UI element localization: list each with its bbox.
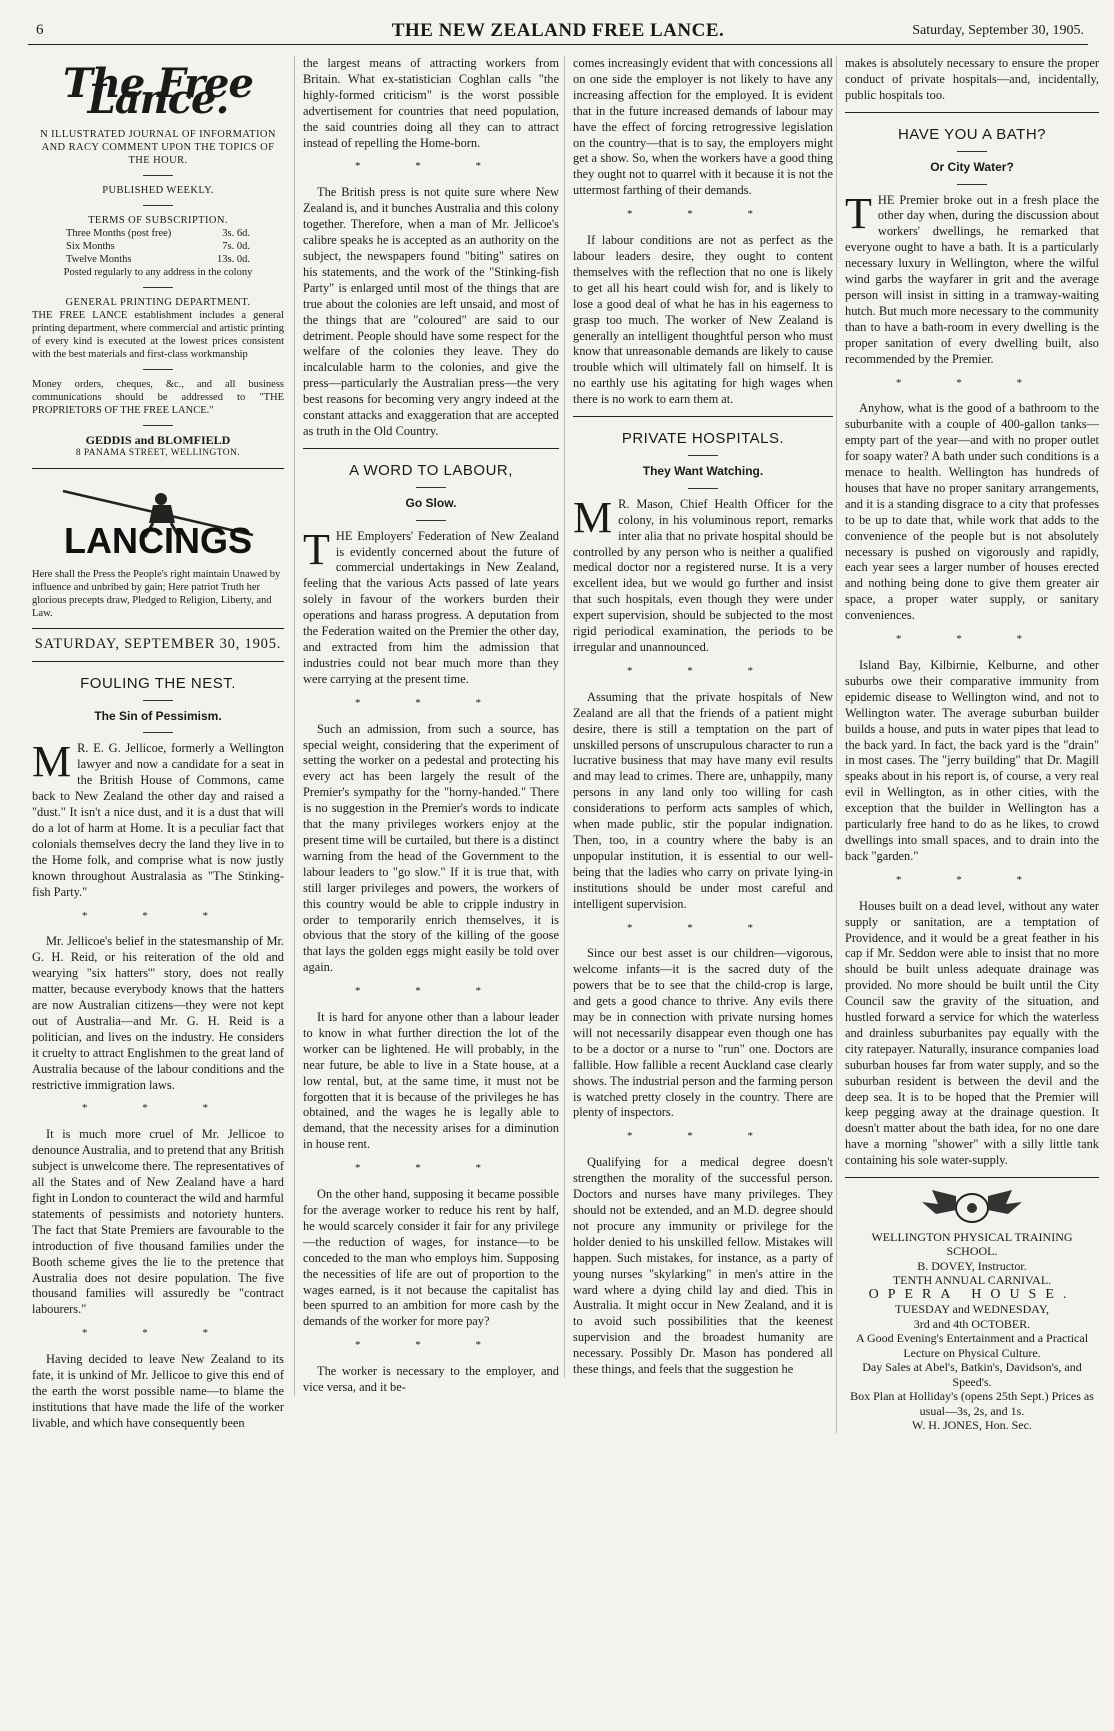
divider: [957, 184, 987, 185]
section-stars: * * *: [627, 664, 779, 677]
column-4: [836, 56, 1099, 1433]
issue-date-banner: SATURDAY, SEPTEMBER 30, 1905.: [34, 635, 282, 652]
printing-text: THE FREE LANCE establishment includes a general printing department, where commercial and artistic printing of every kind is executed at the lowest prices consistent with the best materials and first-class workmanship: [32, 309, 284, 360]
drop-cap: M: [573, 492, 613, 542]
paragraph: Assuming that the private hospitals of New Zealand are all that the friends of a patient might desire, there is still a temptation on the part of unskilled persons of unscrupulous character to run a lucrative business that may have many evil results and may lead to crimes. There are, unhappily, many persons in any land only too willing for cash considerations to perform acts samples of which, when made public, stir the popular indignation. Then, too, in a country where the baby is an unpopular institution, it is essential to our well-being that the ladies who carry on private lying-in institutions should be under most careful and intelligent supervision.: [573, 689, 833, 911]
paragraph: Qualifying for a medical degree doesn't strengthen the morality of the successful person. Doctors and nurses have many privileges. They should not be extended, and an M.D. degree should not procure any immunity or privilege for the holder denied to his unskilled fellow. Mistakes will happen. Such mistakes, for instance, as a party of young nurses "skylarking" in men's attire in the ward where a dying child lay and died. This in Australia. It might occur in New Zealand, and it is to avoid such possibilities that the keenest supervision and the broadest humanity are necessary. Possibly Dr. Mason has pondered all these things, and feels that the suggestion he: [573, 1155, 833, 1377]
article-subtitle: Go Slow.: [405, 495, 457, 510]
ad-venue: OPERA HOUSE.: [868, 1286, 1076, 1302]
paragraph: The worker is necessary to the employer, and vice versa, and it be-: [303, 1364, 559, 1395]
divider: [32, 661, 284, 662]
section-stars: * * *: [355, 1162, 507, 1175]
publisher-address: 8 PANAMA STREET, WELLINGTON.: [75, 447, 241, 458]
paragraph: M R. E. G. Jellicoe, formerly a Wellington lawyer and now a candidate for a seat in the British House of Commons, came back to New Zealand the other day and raised a "dust." It isn't a nice dust, and it is a dust that will do a lot of harm at Home. It is a peculiar fact that colonials themselves decry the land they live in to the Home folk, and comprise what is now justly known throughout Australasia as "The Stinking-fish Party.": [32, 737, 284, 899]
section-stars: * * *: [627, 208, 779, 221]
newspaper-title: THE NEW ZEALAND FREE LANCE.: [391, 20, 725, 41]
paragraph: Mr. Jellicoe's belief in the statesmanship of Mr. G. H. Reid, or his reiteration of the old and wearying "six hatters'" story, does not really matter, because everybody knows that the hatters are now Australian citizens—they were not kept out of Australia—and Mr. G. H. Reid is a politician, and lives on the industry. He considers it cruelty to attract Englishmen to the great land of Australia because of the labour conditions and the restrictive immigration laws.: [32, 934, 284, 1092]
section-stars: * * *: [627, 1130, 779, 1143]
paragraph: Anyhow, what is the good of a bathroom to the suburbanite with a couple of 400-gallon tanks—empty part of the year—and with no proper outlet for soapy water? A bath under such conditions is a menace to health. Wellington has hundreds of houses that have no proper sanitary arrangements, and it is a standing disgrace to a city that professes to be up to date that, while work that adds to the convenience of the people but is not absolutely necessary is pushed on vigorously and rapidly, each year sees a larger number of houses erected and nothing being done to give them greater air space, a proper water supply, or sanitary conveniences.: [845, 401, 1099, 623]
printing-title: GENERAL PRINTING DEPARTMENT.: [65, 296, 251, 308]
lancings-banner: [32, 479, 284, 562]
section-stars: * * *: [355, 696, 507, 709]
section-stars: * * *: [896, 376, 1048, 389]
posted-note: Posted regularly to any address in the colony: [63, 266, 253, 278]
terms-title: TERMS OF SUBSCRIPTION.: [88, 214, 228, 226]
article-title: PRIVATE HOSPITALS.: [621, 430, 785, 448]
ad-box-plan: Box Plan at Holliday's (opens 25th Sept.) Prices as usual—3s, 2s, and 1s.: [850, 1389, 1094, 1418]
paragraph: THE Premier broke out in a fresh place the other day when, during the discussion about workers' dwellings, he remarked that everyone ought to have a bath. It is a particularly necessary luxury in Wellington, where the wilful wind garbs the wayfarer in grit and the average person will insist in sitting in a tramway-waiting hutch. But much more necessary to the community than to have a bath-room in every dwelling is the proper sanitation of every dwelling built, also recommended by the Premier.: [845, 188, 1099, 366]
paragraph: On the other hand, supposing it became possible for the average worker to reduce his rent by half, he would scarcely consider it fair for any privilege—the reduction of wages, for instance—to be conceded to the man who employs him. Supposing the necessities of life are out of proportion to the wages earned, is it not because the capitalist has been spurred to an ambition for more cash by the demands of the worker for more pay?: [303, 1187, 559, 1329]
ad-sales: Day Sales at Abel's, Batkin's, Davidson's, and Speed's.: [862, 1360, 1082, 1389]
divider: [845, 112, 1099, 113]
coat-of-arms-icon: [902, 1186, 1042, 1226]
column-3: [564, 56, 833, 1378]
masthead: [28, 14, 1088, 45]
paragraph: It is hard for anyone other than a labour leader to know in what further direction the lot of the worker can be lightened. He will probably, in the near future, be able to live in a State house, at a low rental, but, at the same time, it must not be forgotten that it is because of the privileges he has obtained, and the wages he is legally able to demand, that the necessity arises for a diminution in house rent.: [303, 1010, 559, 1152]
free-lance-logo: The Free Lance.: [63, 60, 253, 123]
divider: [32, 628, 284, 629]
paragraph: Island Bay, Kilbirnie, Kelburne, and other suburbs owe their comparative immunity from epidemic disease to Wellington wind, and not to Wellington water. The average suburban builder builds a house, and puts in water pipes that lead to the back yard. In fact, the back yard is the "drain" in most cases. The "jerry building" that Dr. Magill speaks about in his report is, of course, a very real evil in Wellington, as in other cities, with the exception that the builder in Wellington has a particularly free hand to do as he likes, to crowd dwellings into small spaces, and to drain into the back "garden.": [845, 658, 1099, 863]
ad-dates: 3rd and 4th OCTOBER.: [913, 1316, 1031, 1331]
divider: [688, 455, 718, 456]
paragraph: Houses built on a dead level, without any water supply or sanitation, are a temptation of Providence, and it would be a great feather in his cap if Mr. Seddon were able to insist that no more should be built unless adequate drainage was provided. No more should be built until the City Council saw the gravity of the situation, and hustled forward a service for which the waterless and drainless suburbanites pay equally with the city ratepayer. Naturally, insurance companies load suburban houses far from water supply, and so the suburban resident is between the devil and the deep sea. It is to be hoped that the Premier will keep pegging away at the drainage question. It doesn't matter about the bath idea, for no one dare have a morning "shower" with a silly little tank containing his sole water-supply.: [845, 898, 1099, 1168]
ad-description: A Good Evening's Entertainment and a Practical Lecture on Physical Culture.: [855, 1331, 1089, 1360]
paragraph: the largest means of attracting workers from Britain. What ex-statistician Coghlan calls "the highly-formed criticism" is the worst possible advertisement for countries that need population, the said countries doing all they can to attract instead of repelling the Home-born.: [303, 56, 559, 150]
published-weekly: PUBLISHED WEEKLY.: [102, 184, 214, 196]
divider: [32, 468, 284, 469]
page-number: 6: [36, 22, 44, 38]
paragraph: Such an admission, from such a source, has special weight, considering that the experiment of setting the worker on a pedestal and protecting his every act has been largely the result of the Premier's sympathy for the "horny-handed." There is no suggestion in the Premier's words to indicate that the many privileges workers enjoy at the present time will be curtailed, but there is a distinct warning from the head of the Government to the labour leaders to "go slow." If it is true that, with still larger privileges and powers, the workers of this country would be able to cripple industry in order to temporarily enrich themselves, it is obvious that the story of the killing of the goose that lays the golden eggs might easily be told over again.: [303, 721, 559, 975]
divider: [416, 487, 446, 488]
divider: [143, 287, 173, 288]
column-1: [32, 56, 284, 1432]
article-subtitle: The Sin of Pessimism.: [94, 708, 222, 723]
motto: Here shall the Press the People's right maintain Unawed by influence and unbribed by gain; Here patriot Truth her glorious precepts draw, Pledged to Religion, Liberty, and Law.: [32, 568, 281, 619]
lancer-figure-icon: [53, 479, 263, 557]
section-stars: * * *: [627, 921, 779, 934]
divider: [143, 425, 173, 426]
drop-cap: M: [32, 737, 72, 787]
article-title: FOULING THE NEST.: [80, 674, 236, 692]
ad-secretary: W. H. JONES, Hon. Sec.: [912, 1418, 1032, 1433]
terms-row: Six Months 7s. 0d.: [66, 240, 250, 252]
paragraph: If labour conditions are not as perfect as the labour leaders desire, they ought to content themselves with the reflection that no one is likely to get all his heart could wish for, and is likely to lose a good deal of what he has in his eagerness to grasp too much. The worker of New Zealand is generally an intelligent thoughtful person who must know that unreasonable demands are likely to cause trouble which will ultimately fall on himself. It is no earthly use his agitating for high wages when there is no work to earn them at.: [573, 233, 833, 407]
article-subtitle: Or City Water?: [930, 159, 1014, 174]
divider: [303, 448, 559, 449]
article-title: A WORD TO LABOUR,: [349, 461, 513, 479]
section-stars: * * *: [355, 985, 507, 998]
ad-instructor: B. DOVEY, Instructor.: [917, 1258, 1027, 1273]
divider: [845, 1177, 1099, 1178]
divider: [573, 416, 833, 417]
drop-cap: T: [845, 188, 872, 238]
article-subtitle: They Want Watching.: [642, 463, 764, 478]
terms-row: Twelve Months 13s. 0d.: [66, 253, 250, 265]
tagline: N ILLUSTRATED JOURNAL OF INFORMATION AND RACY COMMENT UPON THE TOPICS OF THE HOUR.: [40, 128, 276, 166]
divider: [143, 732, 173, 733]
money-orders-text: Money orders, cheques, &c., and all business communications should be addressed to "THE PROPRIETORS OF THE FREE LANCE.": [32, 378, 284, 416]
issue-date-header: Saturday, September 30, 1905.: [912, 23, 1084, 38]
paragraph: makes is absolutely necessary to ensure the proper conduct of private hospitals—and, incidentally, public hospitals too.: [845, 56, 1099, 102]
terms-row: Three Months (post free) 3s. 6d.: [66, 227, 250, 239]
section-stars: * * *: [82, 1102, 234, 1115]
divider: [143, 205, 173, 206]
section-stars: * * *: [82, 909, 234, 922]
drop-cap: T: [303, 524, 330, 574]
section-stars: * * *: [355, 160, 507, 173]
paragraph: M R. Mason, Chief Health Officer for the colony, in his voluminous report, remarks inter alia that no private hospital should be controlled by any person who is neither a qualified medical doctor nor a registered nurse. It is a very excellent idea, but we would go further and insist that such hospitals, even though they were under expert supervision, should be subjected to the most rigid periodical examination, the periods to be irregular and unannounced.: [573, 492, 833, 654]
divider: [143, 369, 173, 370]
ad-school: WELLINGTON PHYSICAL TRAINING SCHOOL.: [871, 1229, 1073, 1259]
divider: [143, 175, 173, 176]
paragraph: Having decided to leave New Zealand to its fate, it is unkind of Mr. Jellicoe to give this end of the earth the worst possible name—to blame the institutions that have made the life of the worker livable, and which have consequently been: [32, 1352, 284, 1430]
column-2: [294, 56, 559, 1396]
divider: [957, 151, 987, 152]
ad-days: TUESDAY and WEDNESDAY,: [895, 1302, 1049, 1317]
section-stars: * * *: [355, 1339, 507, 1352]
paragraph: It is much more cruel of Mr. Jellicoe to denounce Australia, and to pretend that any British subject is unwelcome there. The representatives of all the States and of New Zealand have a hard fight in London to counteract the wild and harmful statements of pessimists and notoriety hunters. The fact that State Premiers are favourable to the introduction of five thousand families under the Booth scheme gives the lie to the pretence that Australia does not desire population. The five thousand families will assuredly be "contract labourers.": [32, 1127, 284, 1317]
divider: [688, 488, 718, 489]
article-title: HAVE YOU A BATH?: [897, 125, 1047, 143]
section-stars: * * *: [82, 1327, 234, 1340]
divider: [416, 520, 446, 521]
carnival-advertisement: [845, 1186, 1099, 1433]
section-stars: * * *: [896, 873, 1048, 886]
ad-carnival: TENTH ANNUAL CARNIVAL.: [892, 1273, 1052, 1288]
lancings-logo-text: LANCINGS: [64, 519, 252, 557]
paragraph: comes increasingly evident that with concessions all on one side the employer is not likely to have any increasing affection for the employed. It is evident that in the future increased demands of labour may have the effect of forcing retrogressive legislation on the country—that is to say, the employers might get a show. So, when the workers have a good thing they ought not to quarrel with it because it is not the uttermost farthing of their demands.: [573, 56, 833, 198]
paragraph: The British press is not quite sure where New Zealand is, and it bunches Australia and this colony together. Therefore, when a man of Mr. Jellicoe's calibre speaks he is accepted as an authority on the subject, the newspapers found "biting" satires on his statements, and the work of the "Stinking-fish Party" is enlarged until most of the things that are true about the colonies are left unsaid, and most of the things that are "coloured" are said to our detriment. People should have some respect for the welfare of the colonies they leave. They do incalculable harm to the colonies, and give the press—particularly the Australian press—the very best reasons for becoming very angry indeed at the constant attacks and exaggeration that are accepted as truth in the Old Country.: [303, 185, 559, 438]
divider: [143, 700, 173, 701]
publisher-name: GEDDIS and BLOMFIELD: [85, 432, 231, 447]
paragraph: THE Employers' Federation of New Zealand is evidently concerned about the future of commercial undertakings in New Zealand, feeling that the various Acts passed of late years solely in favour of the workers burden their operations and harass progress. A deputation from the Federation waited on the Premier the other day, and extracted from him the admission that industries could not bear much more than they were carrying at the present time.: [303, 524, 559, 686]
section-stars: * * *: [896, 633, 1048, 646]
paragraph: Since our best asset is our children—vigorous, welcome infants—it is the sacred duty of the powers that be to see that the child-crop is large, and gets a good chance to thrive. Any evils there may be in connection with private nursing homes will not necessarily disappear even though one has to be a doctor or a nurse to "run" one. Doctors are fallible. How fallible a recent Auckland case clearly shows. The industrial person and the farming person is watched pretty closely in the country. There are plenty of inspectors.: [573, 946, 833, 1120]
